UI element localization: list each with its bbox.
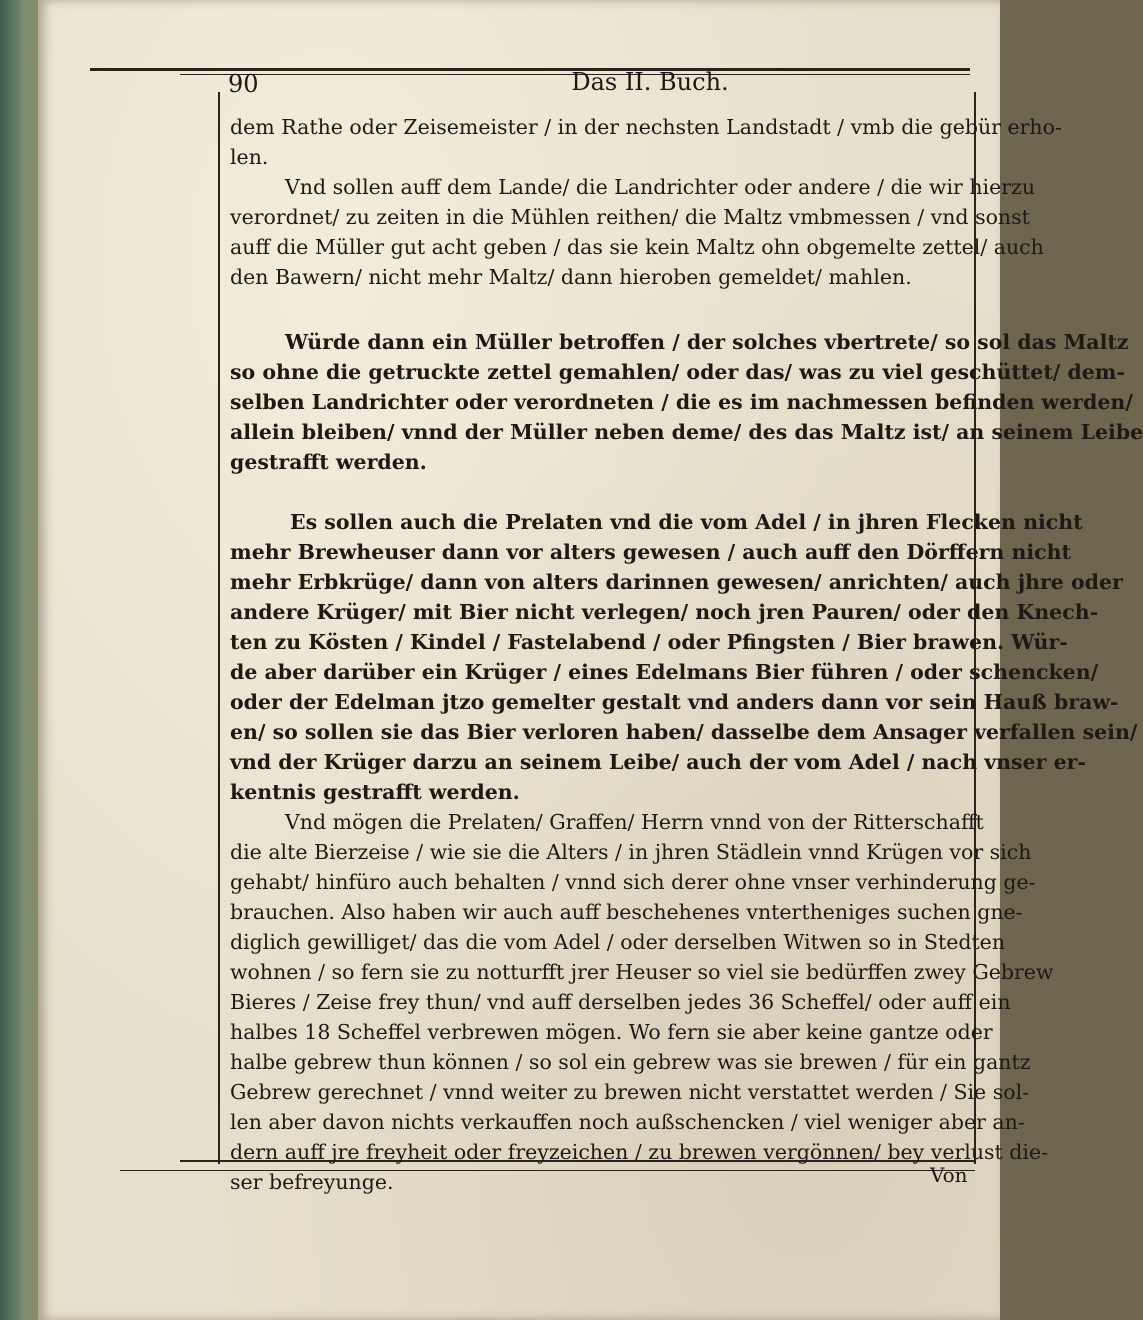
text-line: diglich gewilliget/ das die vom Adel / oder derselben Witwen so in Stedten (230, 930, 1006, 954)
text-line: len aber davon nichts verkauffen noch außschencken / viel weniger aber an- (230, 1110, 1025, 1134)
page-number: 90 (228, 70, 259, 98)
text-line: de aber darüber ein Krüger / eines Edelmans Bier führen / oder schencken/ (230, 660, 1099, 684)
text-line: ten zu Kösten / Kindel / Fastelabend / oder Pfingsten / Bier brawen. Wür- (230, 630, 1068, 654)
text-line: Gebrew gerechnet / vnnd weiter zu brewen nicht verstattet werden / Sie sol- (230, 1080, 1030, 1104)
text-line: dern auff jre freyheit oder freyzeichen / zu brewen vergönnen/ bey verlust die- (230, 1140, 1049, 1164)
text-line: selben Landrichter oder verordneten / die es im nachmessen befinden werden/ (230, 390, 1133, 414)
text-line: Vnd sollen auff dem Lande/ die Landrichter oder andere / die wir hierzu (285, 175, 1036, 199)
text-line: wohnen / so fern sie zu notturfft jrer Heuser so viel sie bedürffen zwey Gebrew (230, 960, 1054, 984)
paragraph-3 (230, 327, 1143, 477)
paragraph-2 (230, 172, 1044, 292)
catchword: Von (930, 1163, 968, 1187)
text-line: gehabt/ hinfüro auch behalten / vnnd sich derer ohne vnser verhinderung ge- (230, 870, 1036, 894)
text-line: andere Krüger/ mit Bier nicht verlegen/ noch jren Pauren/ oder den Knech- (230, 600, 1099, 624)
text-line: brauchen. Also haben wir auch auff beschehenes vntertheniges suchen gne- (230, 900, 1023, 924)
text-line: Vnd mögen die Prelaten/ Graffen/ Herrn vnnd von der Ritterschafft (285, 810, 984, 834)
text-line: ser befreyunge. (230, 1170, 394, 1194)
text-line: den Bawern/ nicht mehr Maltz/ dann hieroben gemeldet/ mahlen. (230, 265, 912, 289)
paragraph-5 (230, 807, 1054, 1197)
text-line: mehr Erbkrüge/ dann von alters darinnen gewesen/ anrichten/ auch jhre oder (230, 570, 1123, 594)
text-line: vnd der Krüger darzu an seinem Leibe/ auch der vom Adel / nach vnser er- (230, 750, 1086, 774)
text-line: len. (230, 145, 269, 169)
text-line: gestrafft werden. (230, 450, 427, 474)
text-line: Bieres / Zeise frey thun/ vnd auff derselben jedes 36 Scheffel/ oder auff ein (230, 990, 1011, 1014)
book-binding-edge (0, 0, 40, 1320)
text-line: allein bleiben/ vnnd der Müller neben deme/ des das Maltz ist/ an seinem Leibe (230, 420, 1143, 444)
text-line: verordnet/ zu zeiten in die Mühlen reithen/ die Maltz vmbmessen / vnd sonst (230, 205, 1030, 229)
text-line: Es sollen auch die Prelaten vnd die vom Adel / in jhren Flecken nicht (290, 510, 1083, 534)
running-title: Das II. Buch. (571, 68, 729, 96)
text-line: oder der Edelman jtzo gemelter gestalt vnd anders dann vor sein Hauß braw- (230, 690, 1119, 714)
text-line: kentnis gestrafft werden. (230, 780, 520, 804)
text-line: dem Rathe oder Zeisemeister / in der nechsten Landstadt / vmb die gebür erho- (230, 115, 1062, 139)
text-line: Würde dann ein Müller betroffen / der solches vbertrete/ so sol das Maltz (285, 330, 1129, 354)
text-line: halbes 18 Scheffel verbrewen mögen. Wo fern sie aber keine gantze oder (230, 1020, 993, 1044)
paragraph-4 (230, 507, 1138, 807)
text-line: halbe gebrew thun können / so sol ein gebrew was sie brewen / für ein gantz (230, 1050, 1031, 1074)
text-line: so ohne die getruckte zettel gemahlen/ oder das/ was zu viel geschüttet/ dem- (230, 360, 1125, 384)
text-line: auff die Müller gut acht geben / das sie kein Maltz ohn obgemelte zettel/ auch (230, 235, 1044, 259)
text-line: die alte Bierzeise / wie sie die Alters / in jhren Städlein vnnd Krügen vor sich (230, 840, 1032, 864)
text-line: en/ so sollen sie das Bier verloren haben/ dasselbe dem Ansager verfallen sein/ (230, 720, 1138, 744)
body-text (230, 112, 1143, 1197)
paragraph-1 (230, 112, 1062, 172)
text-line: mehr Brewheuser dann vor alters gewesen / auch auff den Dörffern nicht (230, 540, 1072, 564)
margin-rule-left (218, 92, 220, 1164)
